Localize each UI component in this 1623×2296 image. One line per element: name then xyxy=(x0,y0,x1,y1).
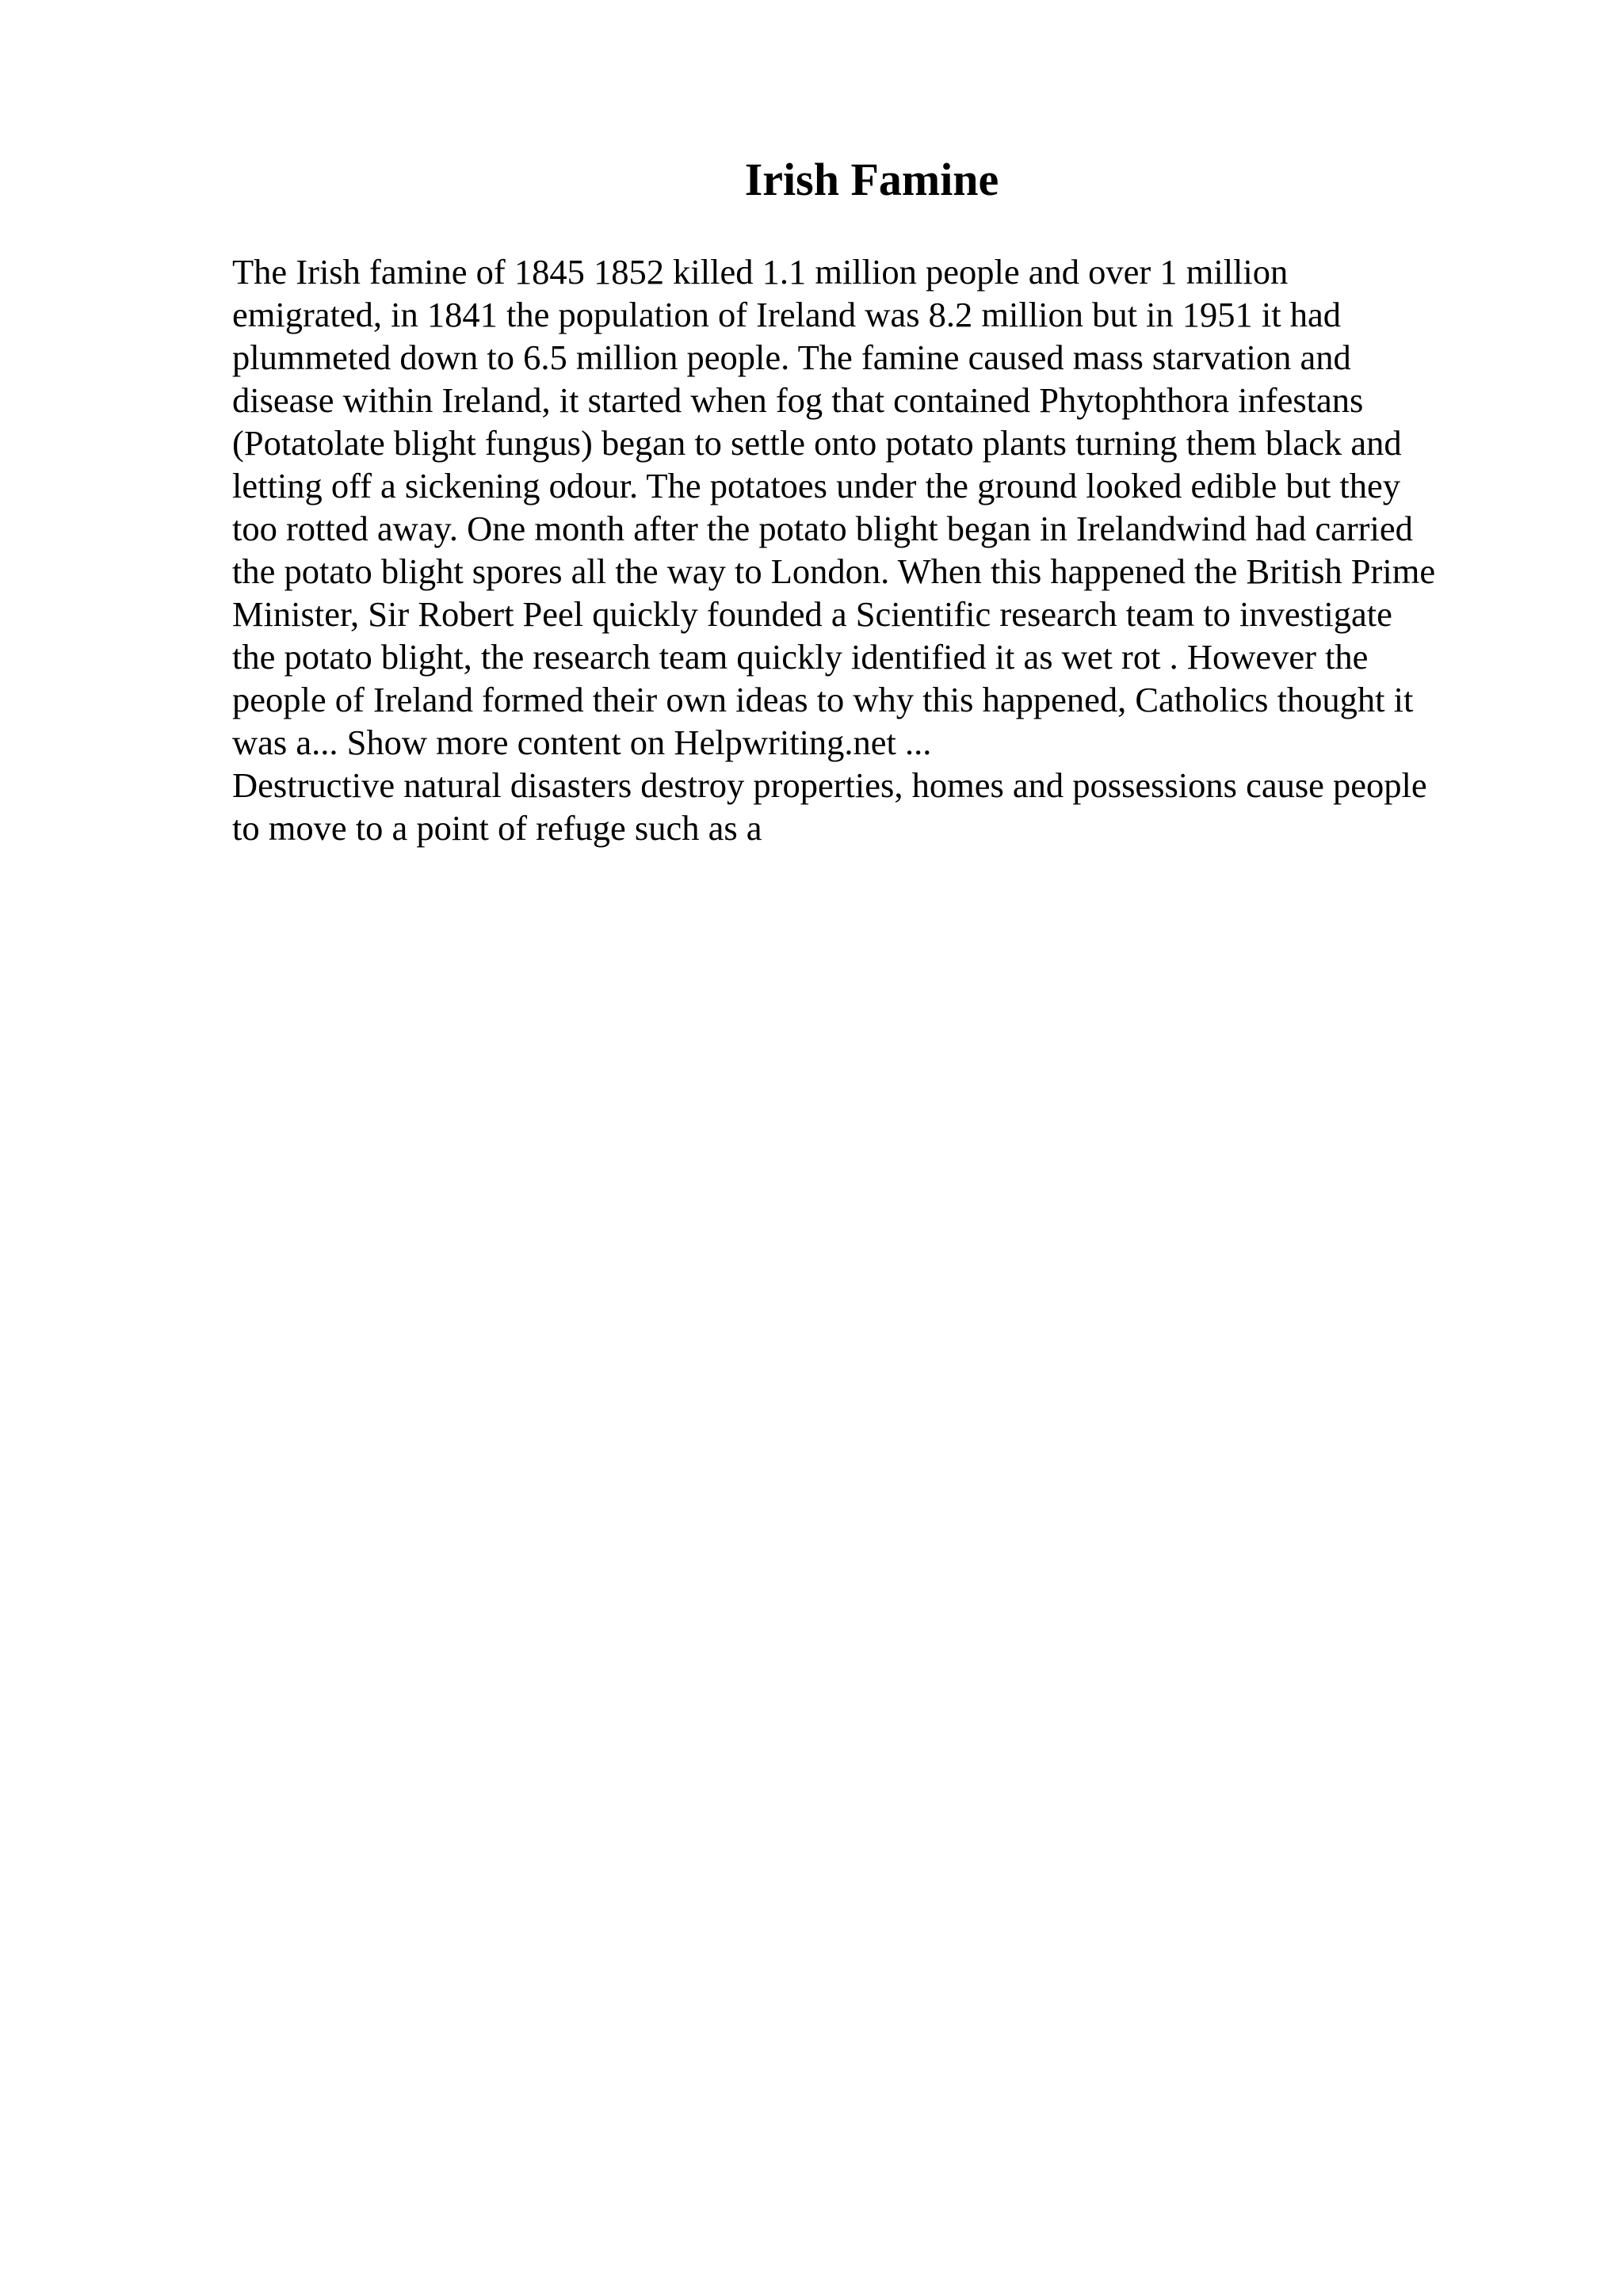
body-line: to move to a point of refuge such as a xyxy=(232,808,762,848)
body-line: (Potatolate blight fungus) began to settle onto potato plants turning them black and xyxy=(232,423,1402,463)
body-line: emigrated, in 1841 the population of Ireland was 8.2 million but in 1951 it had xyxy=(232,295,1342,334)
body-line: Destructive natural disasters destroy properties, homes and possessions cause people xyxy=(232,765,1427,805)
body-line: the potato blight spores all the way to London. When this happened the British Prime xyxy=(232,551,1436,591)
body-line: disease within Ireland, it started when fog that contained Phytophthora infestans xyxy=(232,380,1364,420)
body-line: was a... Show more content on Helpwriting.net ... xyxy=(232,723,932,762)
document-title: Irish Famine xyxy=(744,154,999,205)
body-line: too rotted away. One month after the potato blight began in Irelandwind had carried xyxy=(232,509,1413,548)
body-line: letting off a sickening odour. The potatoes under the ground looked edible but they xyxy=(232,466,1400,505)
body-line: Minister, Sir Robert Peel quickly founded a Scientific research team to investigate xyxy=(232,594,1392,634)
body-line: plummeted down to 6.5 million people. The famine caused mass starvation and xyxy=(232,338,1351,377)
body-line: the potato blight, the research team quickly identified it as wet rot . However the xyxy=(232,637,1369,677)
body-line: The Irish famine of 1845 1852 killed 1.1 million people and over 1 million xyxy=(232,252,1289,292)
body-line: people of Ireland formed their own ideas to why this happened, Catholics thought it xyxy=(232,680,1414,719)
